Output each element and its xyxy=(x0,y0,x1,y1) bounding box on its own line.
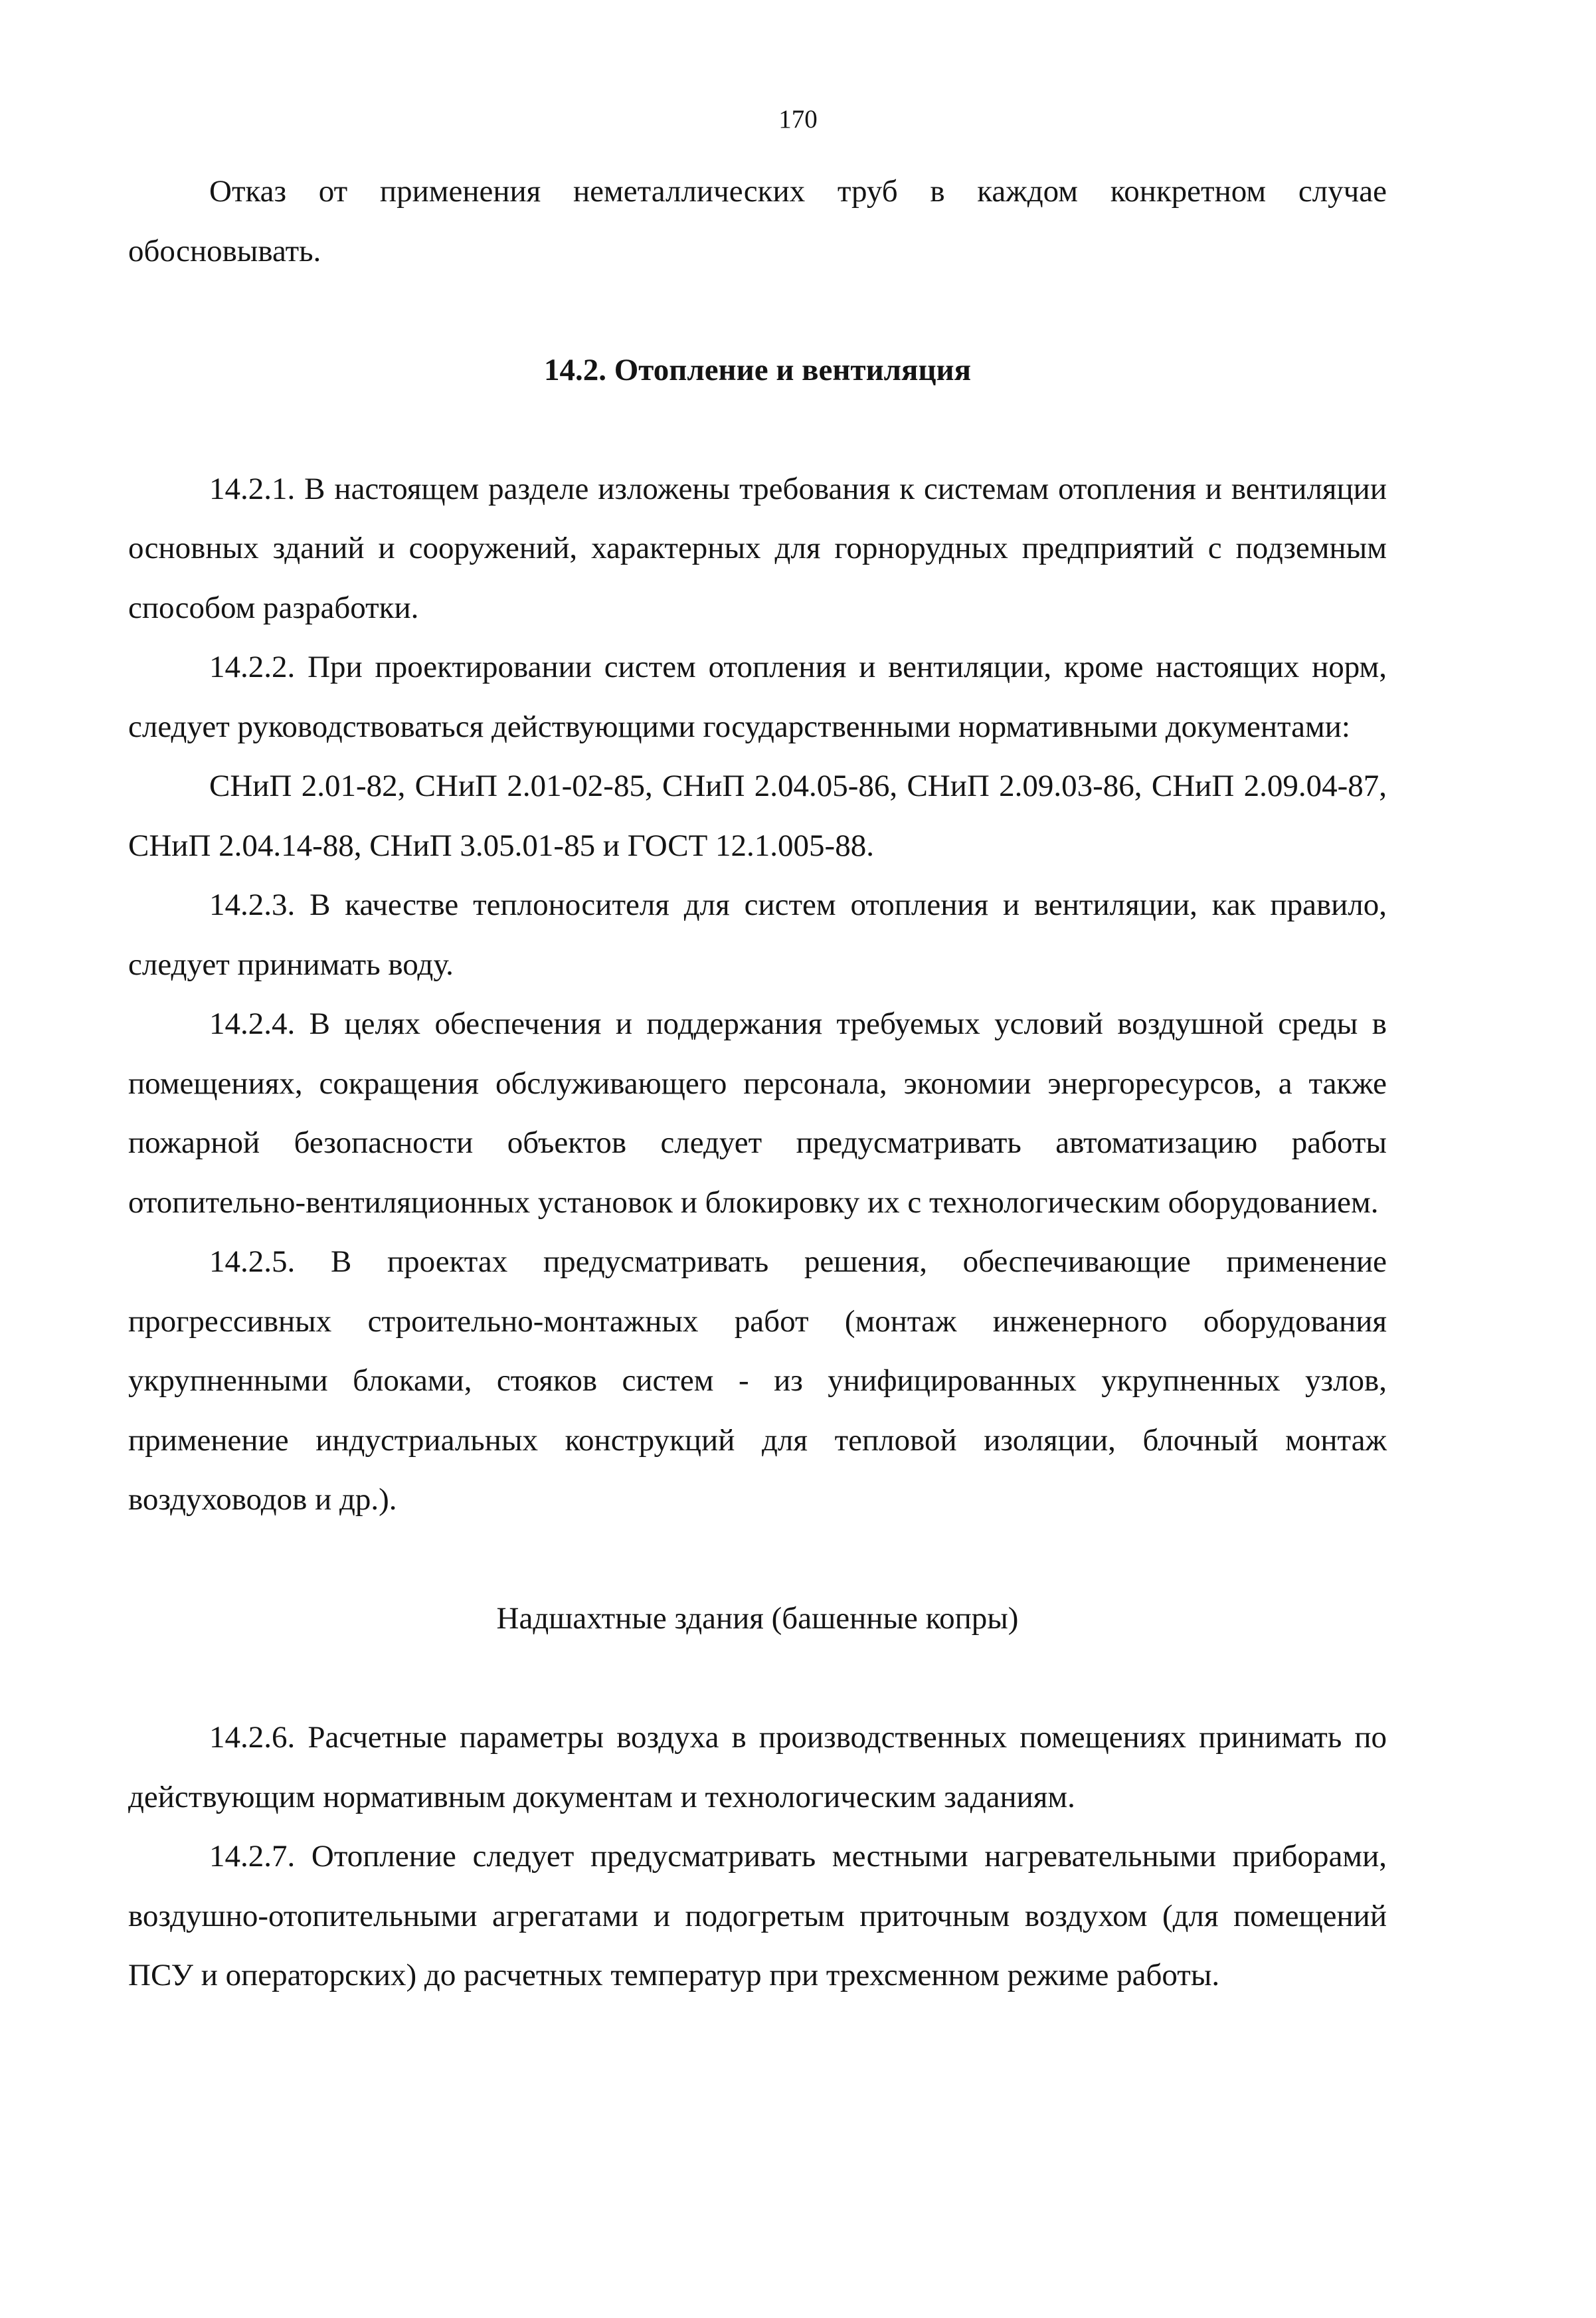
paragraph-14-2-4: 14.2.4. В целях обеспечения и поддержания требуемых условий воздушной среды в помещениях, сокращения обслуживающего персонала, экономии энергоресурсов, а также пожарной безопасности объектов следует предусматривать автоматизацию работы отопительно-вентиляционных установок и блокировку их с технологическим оборудованием. xyxy=(128,1007,1387,1220)
subsection-heading: Надшахтные здания (башенные копры) xyxy=(496,1601,1019,1636)
paragraph-14-2-1: 14.2.1. В настоящем разделе изложены требования к системам отопления и вентиляции основных зданий и сооружений, характерных для горнорудных предприятий с подземным способом разработки. xyxy=(128,471,1387,625)
paragraph-14-2-5: 14.2.5. В проектах предусматривать решения, обеспечивающие применение прогрессивных строительно-монтажных работ (монтаж инженерного оборудования укрупненными блоками, стояков систем - из унифицированных укрупненных узлов, применение индустриальных конструкций для тепловой изоляции, блочный монтаж воздуховодов и др.). xyxy=(128,1244,1387,1517)
body-text xyxy=(128,162,1387,2006)
paragraph-snip-list: СНиП 2.01-82, СНиП 2.01-02-85, СНиП 2.04.05-86, СНиП 2.09.03-86, СНиП 2.09.04-87, СНиП 2.04.14-88, СНиП 3.05.01-85 и ГОСТ 12.1.005-88. xyxy=(128,769,1387,863)
page-number: 170 xyxy=(778,105,818,134)
paragraph-14-2-2: 14.2.2. При проектировании систем отопления и вентиляции, кроме настоящих норм, следует руководствоваться действующими государственными нормативными документами: xyxy=(128,650,1387,744)
paragraph-intro: Отказ от применения неметаллических труб в каждом конкретном случае обосновывать. xyxy=(128,174,1387,268)
section-heading: 14.2. Отопление и вентиляция xyxy=(543,352,972,387)
paragraph-14-2-3: 14.2.3. В качестве теплоносителя для систем отопления и вентиляции, как правило, следует принимать воду. xyxy=(128,888,1387,982)
paragraph-14-2-6: 14.2.6. Расчетные параметры воздуха в производственных помещениях принимать по действующим нормативным документам и технологическим заданиям. xyxy=(128,1720,1387,1814)
paragraph-14-2-7: 14.2.7. Отопление следует предусматривать местными нагревательными приборами, воздушно-отопительными агрегатами и подогретым приточным воздухом (для помещений ПСУ и операторских) до расчетных температур при трехсменном режиме работы. xyxy=(128,1839,1387,1992)
